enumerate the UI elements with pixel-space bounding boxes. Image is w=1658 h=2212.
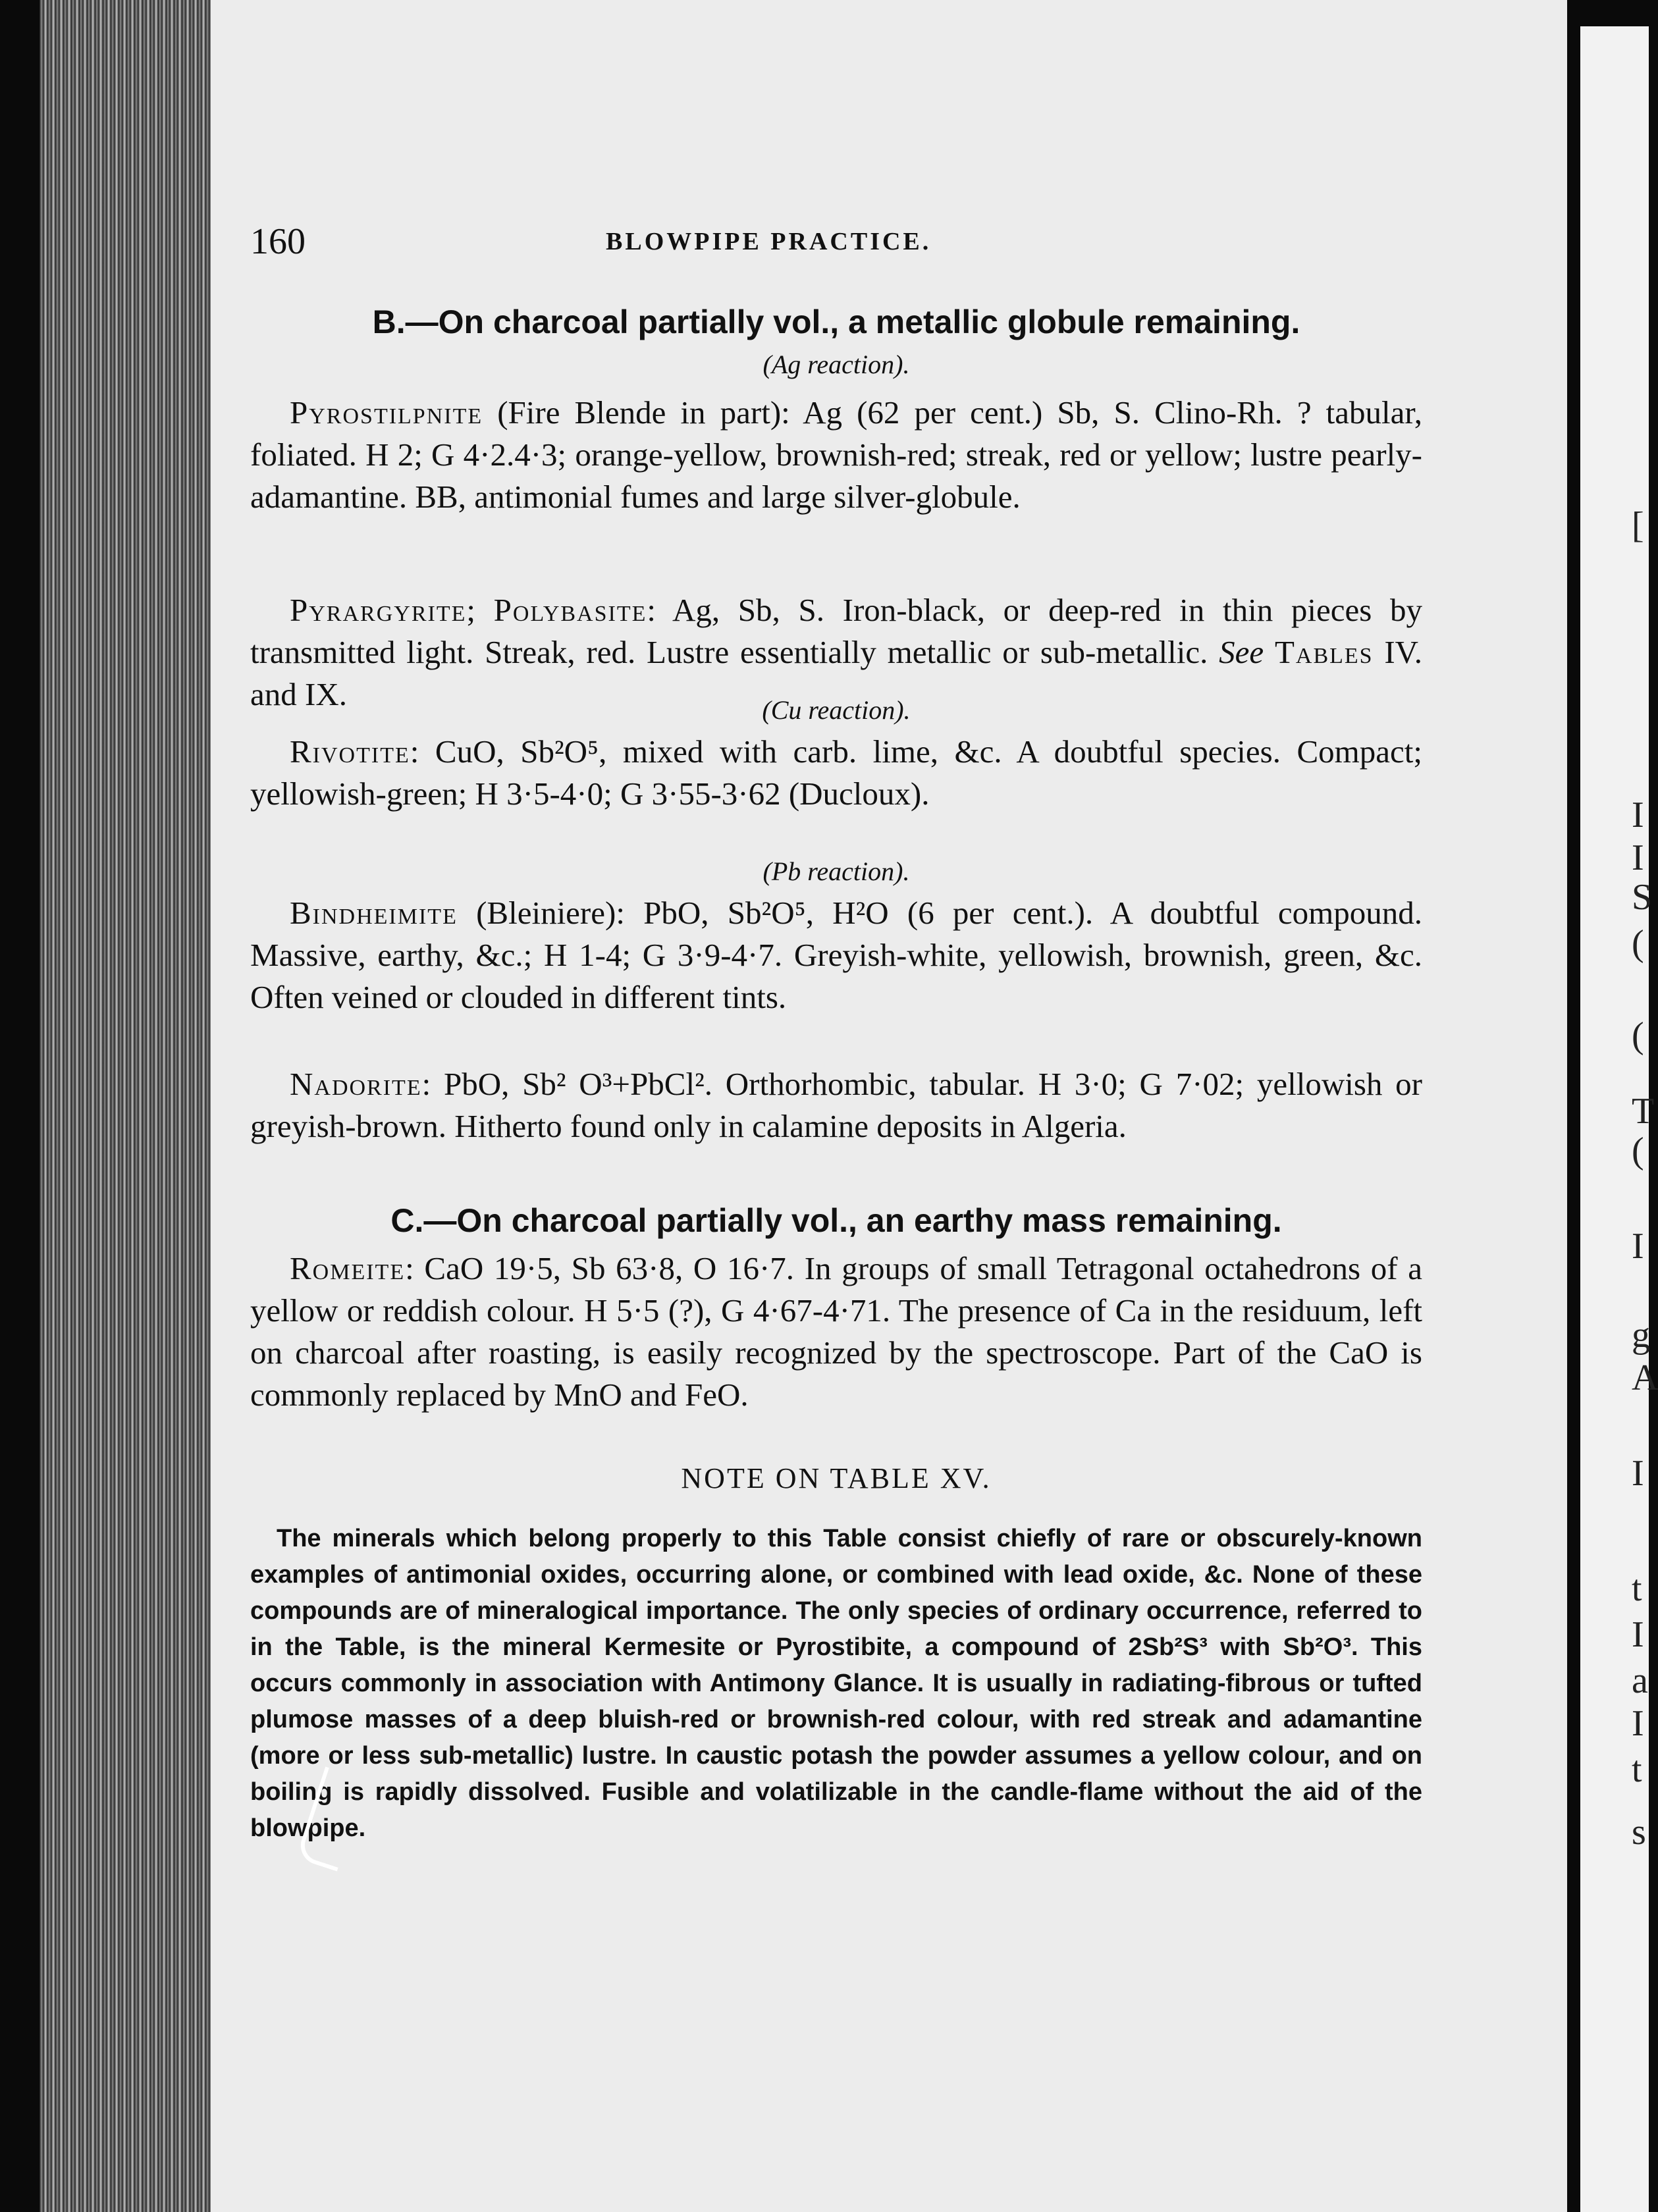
edge-letter: s [1632,1812,1646,1853]
edge-letter: A [1632,1357,1658,1398]
note-title: NOTE ON TABLE XV. [681,1462,992,1494]
edge-letter: t [1632,1568,1642,1609]
mineral-name: Rivotite [290,733,410,770]
entry-text: : Ag, Sb, S. Iron-black, or deep-red in thin pieces by transmitted light. Streak, red. Lustre essentially metallic or sub-metallic. [250,592,1422,670]
running-header [250,221,1422,273]
book-binding [40,0,211,2212]
edge-letter: S [1632,877,1653,918]
running-title: BLOWPIPE PRACTICE. [606,228,932,255]
mineral-name: Pyrostilpnite [290,394,483,431]
edge-letter: T [1632,1091,1655,1132]
mineral-name: Bindheimite [290,895,458,931]
cu-reaction-label: (Cu reaction). [762,695,911,725]
entry-text: : CuO, Sb²O⁵, mixed with carb. lime, &c. A doubtful species. Compact; yellowish-green; H 3·5-4·0; G 3·55-3·62 (Ducloux). [250,733,1422,812]
bindheimite-entry [250,892,1422,1018]
edge-letter: ( [1632,1015,1644,1056]
romeite-entry [250,1248,1422,1416]
pyrargyrite-entry: Pyrargyrite; Polybasite: Ag, Sb, S. Iron-black, or deep-red in thin pieces by transmitted light. Streak, red. Lustre essentially metallic or sub-metallic. See Tables IV. and IX. [250,592,1423,712]
edge-letter: [ [1632,505,1644,546]
entry-text: (Fire Blende in part): Ag (62 per cent.) Sb, S. Clino-Rh. ? tabular, foliated. H 2; G 4·2.4·3; orange-yellow, brownish-red; streak, red or yellow; lustre pearly-adamantine. BB, antimonial fumes and large silver-globule. [250,394,1422,515]
edge-letter: t [1632,1749,1642,1790]
rivotite-entry [250,731,1422,815]
pyrostilpnite-entry [250,392,1422,518]
nadorite-entry [250,1063,1422,1147]
mineral-name: Nadorite [290,1066,422,1102]
edge-letter: I [1632,1703,1644,1744]
see-ref: See [1219,634,1264,670]
edge-letter: I [1632,795,1644,835]
entry-text: (Bleiniere): PbO, Sb²O⁵, H²O (6 per cent.). A doubtful compound. Massive, earthy, &c.; H 1-4; G 3·9-4·7. Greyish-white, yellowish, brownish, green, &c. Often veined or clouded in different tints. [250,895,1422,1015]
edge-letter: I [1632,1614,1644,1655]
note-text: The minerals which belong properly to this Table consist chiefly of rare or obscurely-known examples of antimonial oxides, occurring alone, or combined with lead oxide, &c. None of these compounds are of mineralogical importance. The only species of ordinary occurrence, referred to in the Table, is the mineral Kermesite or Pyrostibite, a compound of 2Sb²S³ with Sb²O³. This occurs commonly in association with Antimony Glance. It is usually in radiating-fibrous or tufted plumose masses of a deep bluish-red or brownish-red colour, with red streak and adamantine (more or less sub-metallic) lustre. In caustic potash the powder assumes a yellow colour, and on boiling is rapidly dissolved. Fusible and volatilizable in the candle-flame without the aid of the blowpipe. [250,1525,1422,1842]
edge-letter: I [1632,1453,1644,1494]
edge-letter: I [1632,1226,1644,1267]
edge-letter: g [1632,1315,1650,1356]
edge-letter: ( [1632,923,1644,964]
edge-letter: I [1632,837,1644,878]
mineral-name: Polybasite [493,592,647,628]
pb-reaction-label: (Pb reaction). [762,856,910,886]
edge-letter: ( [1632,1130,1644,1171]
section-c-heading: C.—On charcoal partially vol., an earthy mass remaining. [390,1202,1282,1239]
page-content [250,0,1422,2212]
tables-ref: Tables [1274,634,1374,670]
entry-text: : CaO 19·5, Sb 63·8, O 16·7. In groups of small Tetragonal octahedrons of a yellow or reddish colour. H 5·5 (?), G 4·67-4·71. The presence of Ca in the residuum, left on charcoal after roasting, is easily recognized by the spectroscope. Part of the CaO is commonly replaced by MnO and FeO. [250,1250,1422,1413]
ag-reaction-label: (Ag reaction). [762,350,910,379]
entry-text: : PbO, Sb² O³+PbCl². Orthorhombic, tabular. H 3·0; G 7·02; yellowish or greyish-brown. Hitherto found only in calamine deposits in Algeria. [250,1066,1422,1144]
mineral-name: Romeite [290,1250,406,1286]
edge-letter: a [1632,1660,1648,1701]
section-b-heading: B.—On charcoal partially vol., a metallic globule remaining. [372,303,1300,340]
page-number: 160 [250,221,306,262]
mineral-name: Pyrargyrite [290,592,467,628]
